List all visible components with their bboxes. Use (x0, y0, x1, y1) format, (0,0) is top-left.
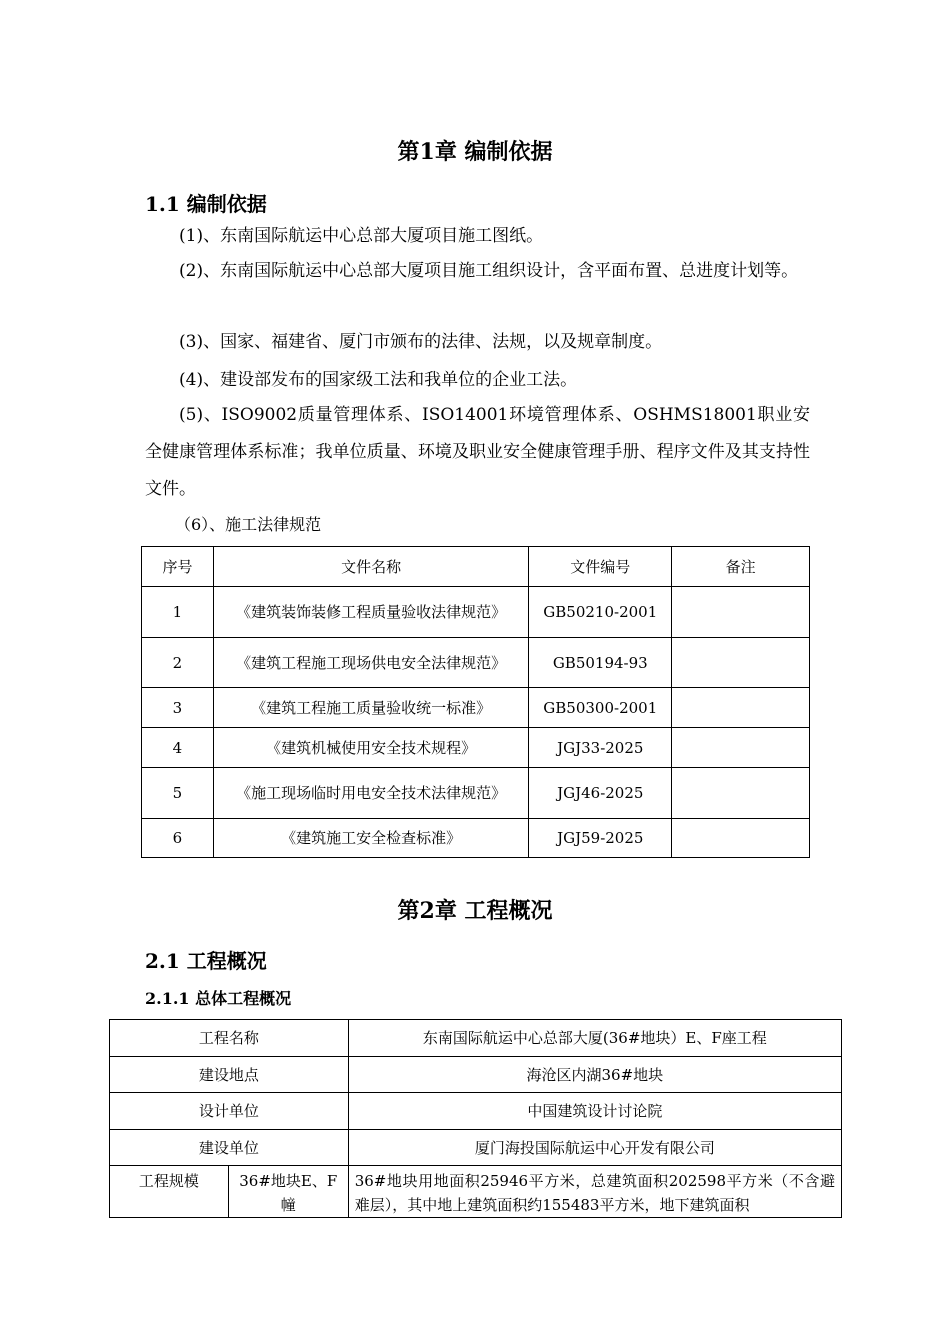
header-remark: 备注 (672, 547, 810, 587)
table-row (110, 1057, 842, 1093)
header-doc-name: 文件名称 (213, 547, 528, 587)
row-index: 4 (142, 728, 214, 768)
scale-sub-label: 36#地块E、F幢 (228, 1166, 348, 1218)
table-row (142, 768, 810, 819)
basis-item-3 (145, 324, 810, 361)
basis-item-5 (145, 397, 810, 508)
section-2-1-1-title: 2.1.1 总体工程概况 (145, 989, 292, 1008)
row-doc-name: 《建筑工程施工现场供电安全法律规范》 (213, 638, 528, 688)
basis-item-4 (145, 362, 810, 399)
table-row (110, 1020, 842, 1057)
row-remark (672, 587, 810, 638)
table-row (142, 638, 810, 688)
row-index: 5 (142, 768, 214, 819)
builder-unit-value: 厦门海投国际航运中心开发有限公司 (348, 1130, 841, 1166)
header-index: 序号 (142, 547, 214, 587)
scale-label: 工程规模 (110, 1166, 229, 1218)
row-doc-number: GB50194-93 (529, 638, 672, 688)
row-doc-number: JGJ59-2025 (529, 819, 672, 858)
row-index: 3 (142, 688, 214, 728)
row-doc-number: JGJ46-2025 (529, 768, 672, 819)
project-name-label: 工程名称 (110, 1020, 349, 1057)
basis-item-2 (145, 253, 810, 290)
design-unit-label: 设计单位 (110, 1093, 349, 1130)
table-row (142, 587, 810, 638)
laws-table-header (142, 547, 810, 587)
basis-text-1: (1)、东南国际航运中心总部大厦项目施工图纸。 (179, 226, 544, 246)
row-index: 6 (142, 819, 214, 858)
basis-text-5: (5)、ISO9002质量管理体系、ISO14001环境管理体系、OSHMS18001职业安全健康管理体系标准；我单位质量、环境及职业安全健康管理手册、程序文件及其支持性文件。 (145, 405, 810, 499)
row-doc-number: JGJ33-2025 (529, 728, 672, 768)
scale-value: 36#地块用地面积25946平方米，总建筑面积202598平方米（不含避难层），其中地上建筑面积约155483平方米，地下建筑面积 (348, 1166, 841, 1218)
row-index: 2 (142, 638, 214, 688)
project-name-value: 东南国际航运中心总部大厦(36#地块）E、F座工程 (348, 1020, 841, 1057)
row-doc-number: GB50210-2001 (529, 587, 672, 638)
builder-unit-label: 建设单位 (110, 1130, 349, 1166)
location-label: 建设地点 (110, 1057, 349, 1093)
table-row (110, 1130, 842, 1166)
row-doc-name: 《施工现场临时用电安全技术法律规范》 (213, 768, 528, 819)
basis-text-4: (4)、建设部发布的国家级工法和我单位的企业工法。 (179, 370, 578, 390)
table-row (110, 1166, 842, 1218)
basis-item-6 (145, 506, 810, 543)
row-doc-number: GB50300-2001 (529, 688, 672, 728)
row-index: 1 (142, 587, 214, 638)
header-doc-number: 文件编号 (529, 547, 672, 587)
section-2-1-title: 2.1 工程概况 (145, 949, 267, 973)
laws-table (141, 546, 810, 858)
section-1-1-title: 1.1 编制依据 (145, 192, 267, 216)
row-remark (672, 768, 810, 819)
basis-text-2: (2)、东南国际航运中心总部大厦项目施工组织设计，含平面布置、总进度计划等。 (179, 261, 799, 281)
row-doc-name: 《建筑工程施工质量验收统一标准》 (213, 688, 528, 728)
basis-item-1 (145, 218, 810, 255)
chapter-1-title: 第1章 编制依据 (397, 139, 553, 165)
table-row (142, 728, 810, 768)
row-remark (672, 728, 810, 768)
row-doc-name: 《建筑装饰装修工程质量验收法律规范》 (213, 587, 528, 638)
row-doc-name: 《建筑机械使用安全技术规程》 (213, 728, 528, 768)
design-unit-value: 中国建筑设计讨论院 (348, 1093, 841, 1130)
table-row (142, 819, 810, 858)
row-remark (672, 819, 810, 858)
row-remark (672, 638, 810, 688)
table-row (142, 688, 810, 728)
table-row (110, 1093, 842, 1130)
row-remark (672, 688, 810, 728)
chapter-2-title: 第2章 工程概况 (397, 898, 553, 924)
overview-table (109, 1019, 842, 1218)
location-value: 海沧区内湖36#地块 (348, 1057, 841, 1093)
row-doc-name: 《建筑施工安全检查标准》 (213, 819, 528, 858)
basis-text-6: （6）、施工法律规范 (175, 515, 322, 534)
basis-text-3: (3)、国家、福建省、厦门市颁布的法律、法规，以及规章制度。 (179, 332, 663, 352)
